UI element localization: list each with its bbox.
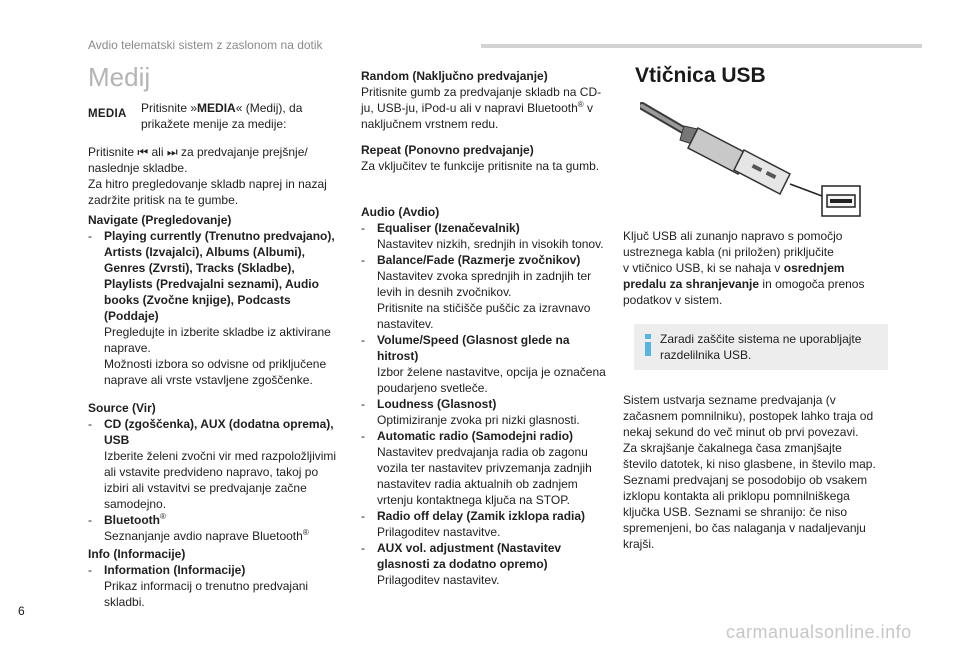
audio-item-balance: - Balance/Fade (Razmerje zvočnikov) Nastavitev zvoka sprednjih in zadnjih ter levih in desnih zvočnikov. Pritisnite na stičišče puščic za izravnavo nastavitev. <box>361 253 592 331</box>
source-section: Source (Vir) - CD (zgoščenka), AUX (dodatna oprema), USB Izberite želeni zvočni vir med razpoložljivimi ali vstavite predvideno napravo, takoj po izbiri ali vstavitvi se predvajanje začne samodejno. - Bluetooth® Seznanjanje avdio naprave Bluetooth® <box>88 400 350 544</box>
audio-item-auxvol: - AUX vol. adjustment (Nastavitev glasnosti za dodatno opremo) Prilagoditev nastavitev. <box>361 541 562 587</box>
navigate-item: - Playing currently (Trenutno predvajano), Artists (Izvajalci), Albums (Albumi), Genres (Zvrsti), Tracks (Skladbe), Playlists (Predvajalni seznami), Audio books (Zvočne knjige), Podcasts (Poddaje) Pregledujte in izberite skladbe iz aktivirane naprave. Možnosti izbora so odvisne od priključene naprave ali vrste vstavljene zgoščenke. <box>88 229 335 387</box>
header-rule <box>481 44 922 48</box>
audio-item-autoradio: - Automatic radio (Samodejni radio) Nastavitev predvajanja radia ob zagonu vozila ter nastavitev privzemanja zadnjih nastavitev radia aktualnih ob zadnjem vrtenju kontaktnega ključa na STOP. <box>361 429 592 507</box>
source-item-cd: - CD (zgoščenka), AUX (dodatna oprema), USB Izberite želeni zvočni vir med razpoložljivimi ali vstavite predvideno napravo, takoj po izbiri ali vstavitvi se predvajanje začne samodejno. <box>88 417 337 511</box>
info-item: - Information (Informacije) Prikaz informacij o trenutno predvajani skladbi. <box>88 563 309 609</box>
navigate-section: Navigate (Pregledovanje) - Playing currently (Trenutno predvajano), Artists (Izvajalci), Albums (Albumi), Genres (Zvrsti), Tracks (Skladbe), Playlists (Predvajalni seznami), Audio books (Zvočne knjige), Podcasts (Poddaje) Pregledujte in izberite skladbe iz aktivirane naprave. Možnosti izbora so odvisne od priključene naprave ali vrste vstavljene zgoščenke. <box>88 212 350 388</box>
info-section: Info (Informacije) - Information (Informacije) Prikaz informacij o trenutno predvajani skladbi. <box>88 546 350 610</box>
usb-plug-icon <box>640 100 880 220</box>
media-label: MEDIA <box>88 108 127 120</box>
section-header: Avdio telematski sistem z zaslonom na dotik <box>88 38 323 52</box>
watermark: carmanualsonline.info <box>726 622 912 642</box>
notice-box <box>634 324 888 370</box>
audio-item-volume: - Volume/Speed (Glasnost glede na hitrost) Izbor želene nastavitve, opcija je označena poudarjeno svetleče. <box>361 333 606 395</box>
audio-item-radiooff: - Radio off delay (Zamik izklopa radia) Prilagoditev nastavitve. <box>361 509 586 539</box>
repeat-section: Repeat (Ponovno predvajanje) Za vključitev te funkcije pritisnite na ta gumb. <box>361 143 600 173</box>
skip-instructions: Pritisnite ⏮ ali ⏭ za predvajanje prejšnje/ naslednje skladbe. Za hitro pregledovanje skladb naprej in nazaj zadržite pritisk na te gumbe. <box>88 145 327 207</box>
audio-item-equaliser: - Equaliser (Izenačevalnik) Nastavitev nizkih, srednjih in visokih tonov. <box>361 221 604 251</box>
info-icon <box>645 334 651 356</box>
page-number: 6 <box>18 604 25 618</box>
random-section: Random (Naključno predvajanje) Pritisnite gumb za predvajanje skladb na CD- ju, USB-ju, iPod-u ali v napravi Bluetooth® v naključnem vrstnem redu. <box>361 69 602 131</box>
audio-section: Audio (Avdio) - Equaliser (Izenačevalnik) Nastavitev nizkih, srednjih in visokih tonov. - Balance/Fade (Razmerje zvočnikov) Nastavitev zvoka sprednjih in zadnjih ter levih in desnih zvočnikov. Pritisnite na stičišče puščic za izravnavo nastavitev. - Volume/Speed (Glasnost glede na hitrost) Izbor želene nastavitve, opcija je označena poudarjeno svetleče. - Loudness (Glasnost) Optimiziranje zvoka pri nizki glasnosti. - Automatic radio (Samodejni radio) Nastavitev predvajanja radia ob zagonu vozila ter nastavitev privzemanja zadnjih nastavitev radia aktualnih ob zadnjem vrtenju kontaktnega ključa na STOP. - Radio off delay (Zamik izklopa radia) Prilagoditev nastavitve. - AUX vol. adjustment (Nastavitev glasnosti za dodatno opremo) Prilagoditev nastavitev. <box>361 204 623 588</box>
notice-text: Zaradi zaščite sistema ne uporabljajte razdelilnika USB. <box>660 332 862 362</box>
usb-section-title: Vtičnica USB <box>635 64 766 87</box>
media-instruction: Pritisnite »MEDIA« (Medij), da prikažete menije za medije: <box>141 101 303 131</box>
audio-item-loudness: - Loudness (Glasnost) Optimiziranje zvoka pri nizki glasnosti. <box>361 397 580 427</box>
source-item-bluetooth: - Bluetooth® Seznanjanje avdio naprave Bluetooth® <box>88 512 309 543</box>
page-title-medij: Medij <box>88 62 151 92</box>
usb-port-icon <box>822 186 860 216</box>
system-paragraph: Sistem ustvarja sezname predvajanja (v začasnem pomnilniku), postopek lahko traja od nekaj sekund do več minut ob prvi povezavi. Za skrajšanje čakalnega časa zmanjšajte število datotek, ki niso glasbene, in število map. Seznami predvajanj se posodobijo ob vsakem izklopu kontakta ali priklopu pomnilniškega ključka USB. Seznami se shranijo: če niso spremenjeni, bo čas nalaganja v nadaljevanju krajši. <box>623 393 876 551</box>
usb-connect-paragraph: Ključ USB ali zunanjo napravo s pomočjo ustreznega kabla (ni priložen) priključite v vtičnico USB, ki se nahaja v osrednjem predalu za shranjevanje in omogoča prenos podatkov v sistem. <box>623 229 865 307</box>
